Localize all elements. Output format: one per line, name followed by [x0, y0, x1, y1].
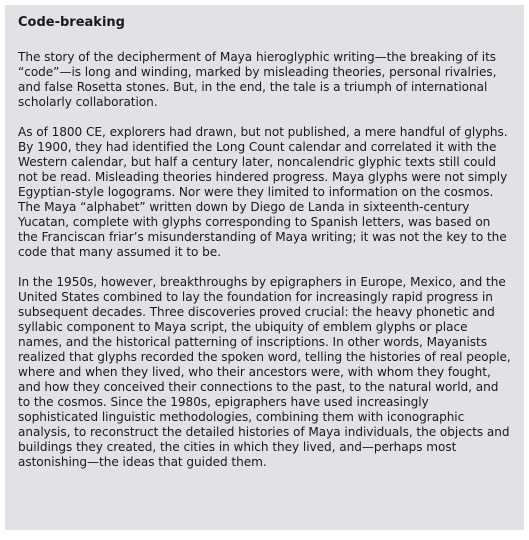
- code-breaking-sidebar: [5, 5, 524, 530]
- sidebar-title: Code-breaking: [18, 15, 125, 30]
- sidebar-paragraph-3: In the 1950s, however, breakthroughs by epigraphers in Europe, Mexico, and the United States combined to lay the foundation for increasingly rapid progress in subsequent decades. Three discoveries proved crucial: the heavy phonetic and syllabic component to Maya script, the ubiquity of emblem glyphs or place names, and the historical patterning of inscriptions. In other words, Mayanists realized that glyphs recorded the spoken word, telling the histories of real people, where and when they lived, who their ancestors were, with whom they fought, and how they conceived their connections to the past, to the natural world, and to the cosmos. Since the 1980s, epigraphers have used increasingly sophisticated linguistic methodologies, combining them with iconographic analysis, to reconstruct the detailed histories of Maya individuals, the objects and buildings they created, the cities in which they lived, and—perhaps most astonishing—the ideas that guided them.: [18, 275, 511, 469]
- sidebar-paragraph-1: The story of the decipherment of Maya hieroglyphic writing—the breaking of its “code”—is long and winding, marked by misleading theories, personal rivalries, and false Rosetta stones. But, in the end, the tale is a triumph of international scholarly collaboration.: [18, 50, 497, 109]
- sidebar-paragraph-2: As of 1800 CE, explorers had drawn, but not published, a mere handful of glyphs. By 1900, they had identified the Long Count calendar and correlated it with the Western calendar, but half a century later, noncalendric glyphic texts still could not be read. Misleading theories hindered progress. Maya glyphs were not simply Egyptian-style logograms. Nor were they limited to information on the cosmos. The Maya “alphabet” written down by Diego de Landa in sixteenth-century Yucatan, complete with glyphs corresponding to Spanish letters, was based on the Franciscan friar’s misunderstanding of Maya writing; it was not the key to the code that many assumed it to be.: [18, 125, 508, 259]
